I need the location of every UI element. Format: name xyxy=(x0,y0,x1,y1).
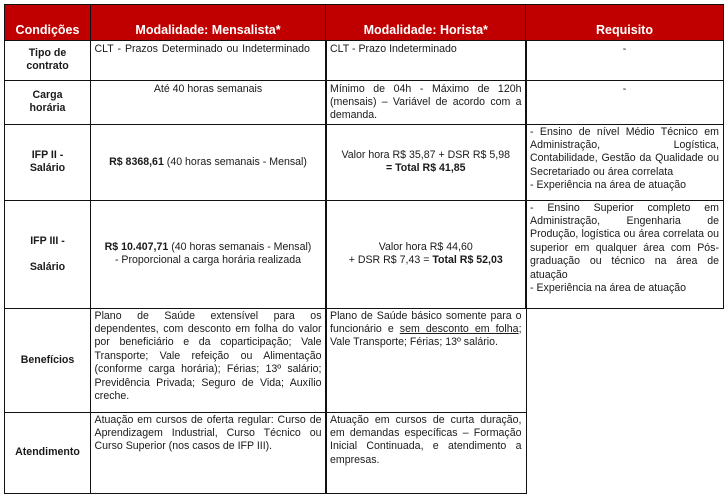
ifp2-salary-value: R$ 8368,61 xyxy=(109,155,164,168)
tipo-contrato-mensalista xyxy=(90,40,327,82)
row-label-atendimento: Atendimento xyxy=(4,412,91,494)
cell-text: - Ensino de nível Médio Técnico em Administração, Logística, Contabilidade, Gestão da Qualidade ou Secretariado ou área correlata xyxy=(530,125,719,178)
carga-horaria-horista: Mínimo de 04h - Máximo de 120h (mensais) – Variável de acordo com a demanda. xyxy=(325,80,527,126)
cell-text: Plano de Saúde básico somente para o funcionário e xyxy=(330,309,522,335)
header-condicoes: Condições xyxy=(4,4,91,41)
ifp3-horista xyxy=(325,200,527,310)
atendimento-horista: Atuação em cursos de curta duração, em demandas específicas – Formação Inicial Continuada, e atendimento a empresas. xyxy=(325,412,527,494)
row-label-carga-horaria xyxy=(4,80,91,126)
underlined-text: sem desconto em folha xyxy=(399,322,519,335)
row-label-line: Salário xyxy=(29,261,66,274)
beneficios-horista xyxy=(325,308,527,414)
row-label-line: Carga xyxy=(32,88,63,101)
ifp2-hourly-total: = Total R$ 41,85 xyxy=(385,162,466,175)
ifp2-requisito xyxy=(525,124,724,202)
cell-text: ; Vale Transporte; Férias; 13º salário. xyxy=(330,322,522,349)
ifp2-mensalista xyxy=(90,124,327,202)
cell-text: Valor hora R$ 44,60 xyxy=(378,240,473,253)
header-horista: Modalidade: Horista* xyxy=(325,4,527,41)
row-label-ifp2 xyxy=(4,124,91,202)
row-label-line: IFP II - xyxy=(31,148,64,161)
ifp3-hourly-total: Total R$ 52,03 xyxy=(432,254,503,267)
row-label-line: IFP III - xyxy=(30,235,65,248)
row-label-line: Tipo de xyxy=(28,46,67,59)
ifp3-requisito xyxy=(525,200,724,310)
row-label-ifp3 xyxy=(4,200,91,310)
tipo-contrato-horista: CLT - Prazo Indeterminado xyxy=(325,40,527,82)
ifp3-salary-value: R$ 10.407,71 xyxy=(104,240,169,253)
header-mensalista: Modalidade: Mensalista* xyxy=(90,4,327,41)
row-label-line: contrato xyxy=(26,60,69,73)
row-label-line: horária xyxy=(29,102,66,115)
cell-text: Valor hora R$ 35,87 + DSR R$ 5,98 xyxy=(341,148,511,161)
header-requisito: Requisito xyxy=(525,4,724,41)
carga-horaria-requisito: - xyxy=(525,80,724,126)
atendimento-mensalista: Atuação em cursos de oferta regular: Curso de Aprendizagem Industrial, Curso Técnico ou Curso Superior (nos casos de IFP III). xyxy=(90,412,327,494)
ifp2-horista xyxy=(325,124,527,202)
row-label-tipo-contrato xyxy=(4,40,91,82)
row-label-beneficios: Benefícios xyxy=(4,308,91,414)
cell-text: (40 horas semanais - Mensal) xyxy=(163,155,307,168)
cell-text: CLT - Prazos Determinado ou Indeterminado xyxy=(94,42,310,55)
cell-text: - Experiência na área de atuação xyxy=(530,179,687,192)
beneficios-mensalista: Plano de Saúde extensível para os dependentes, com desconto em folha do valor por beneficiário e da coparticipação; Vale Transporte; Vale refeição ou Alimentação (conforme carga horária); Férias; 13º salário; Previdência Privada; Seguro de Vida; Auxílio creche. xyxy=(90,308,327,414)
cell-text: (40 horas semanais - Mensal) - Proporcional a carga horária realizada xyxy=(114,240,312,267)
row-label-line: Salário xyxy=(29,162,66,175)
cell-text: - Experiência na área de atuação xyxy=(530,281,687,294)
cell-text: - Ensino Superior completo em Administração, Engenharia de Produção, logística ou área correlata ou superior em qualquer área com Pós-graduação ou técnico na área de atuação xyxy=(530,201,719,281)
cell-text: + DSR R$ 7,43 = xyxy=(348,254,433,267)
ifp3-mensalista xyxy=(90,200,327,310)
cell-text-line xyxy=(349,254,503,267)
tipo-contrato-requisito: - xyxy=(525,40,724,82)
carga-horaria-mensalista: Até 40 horas semanais xyxy=(90,80,327,126)
